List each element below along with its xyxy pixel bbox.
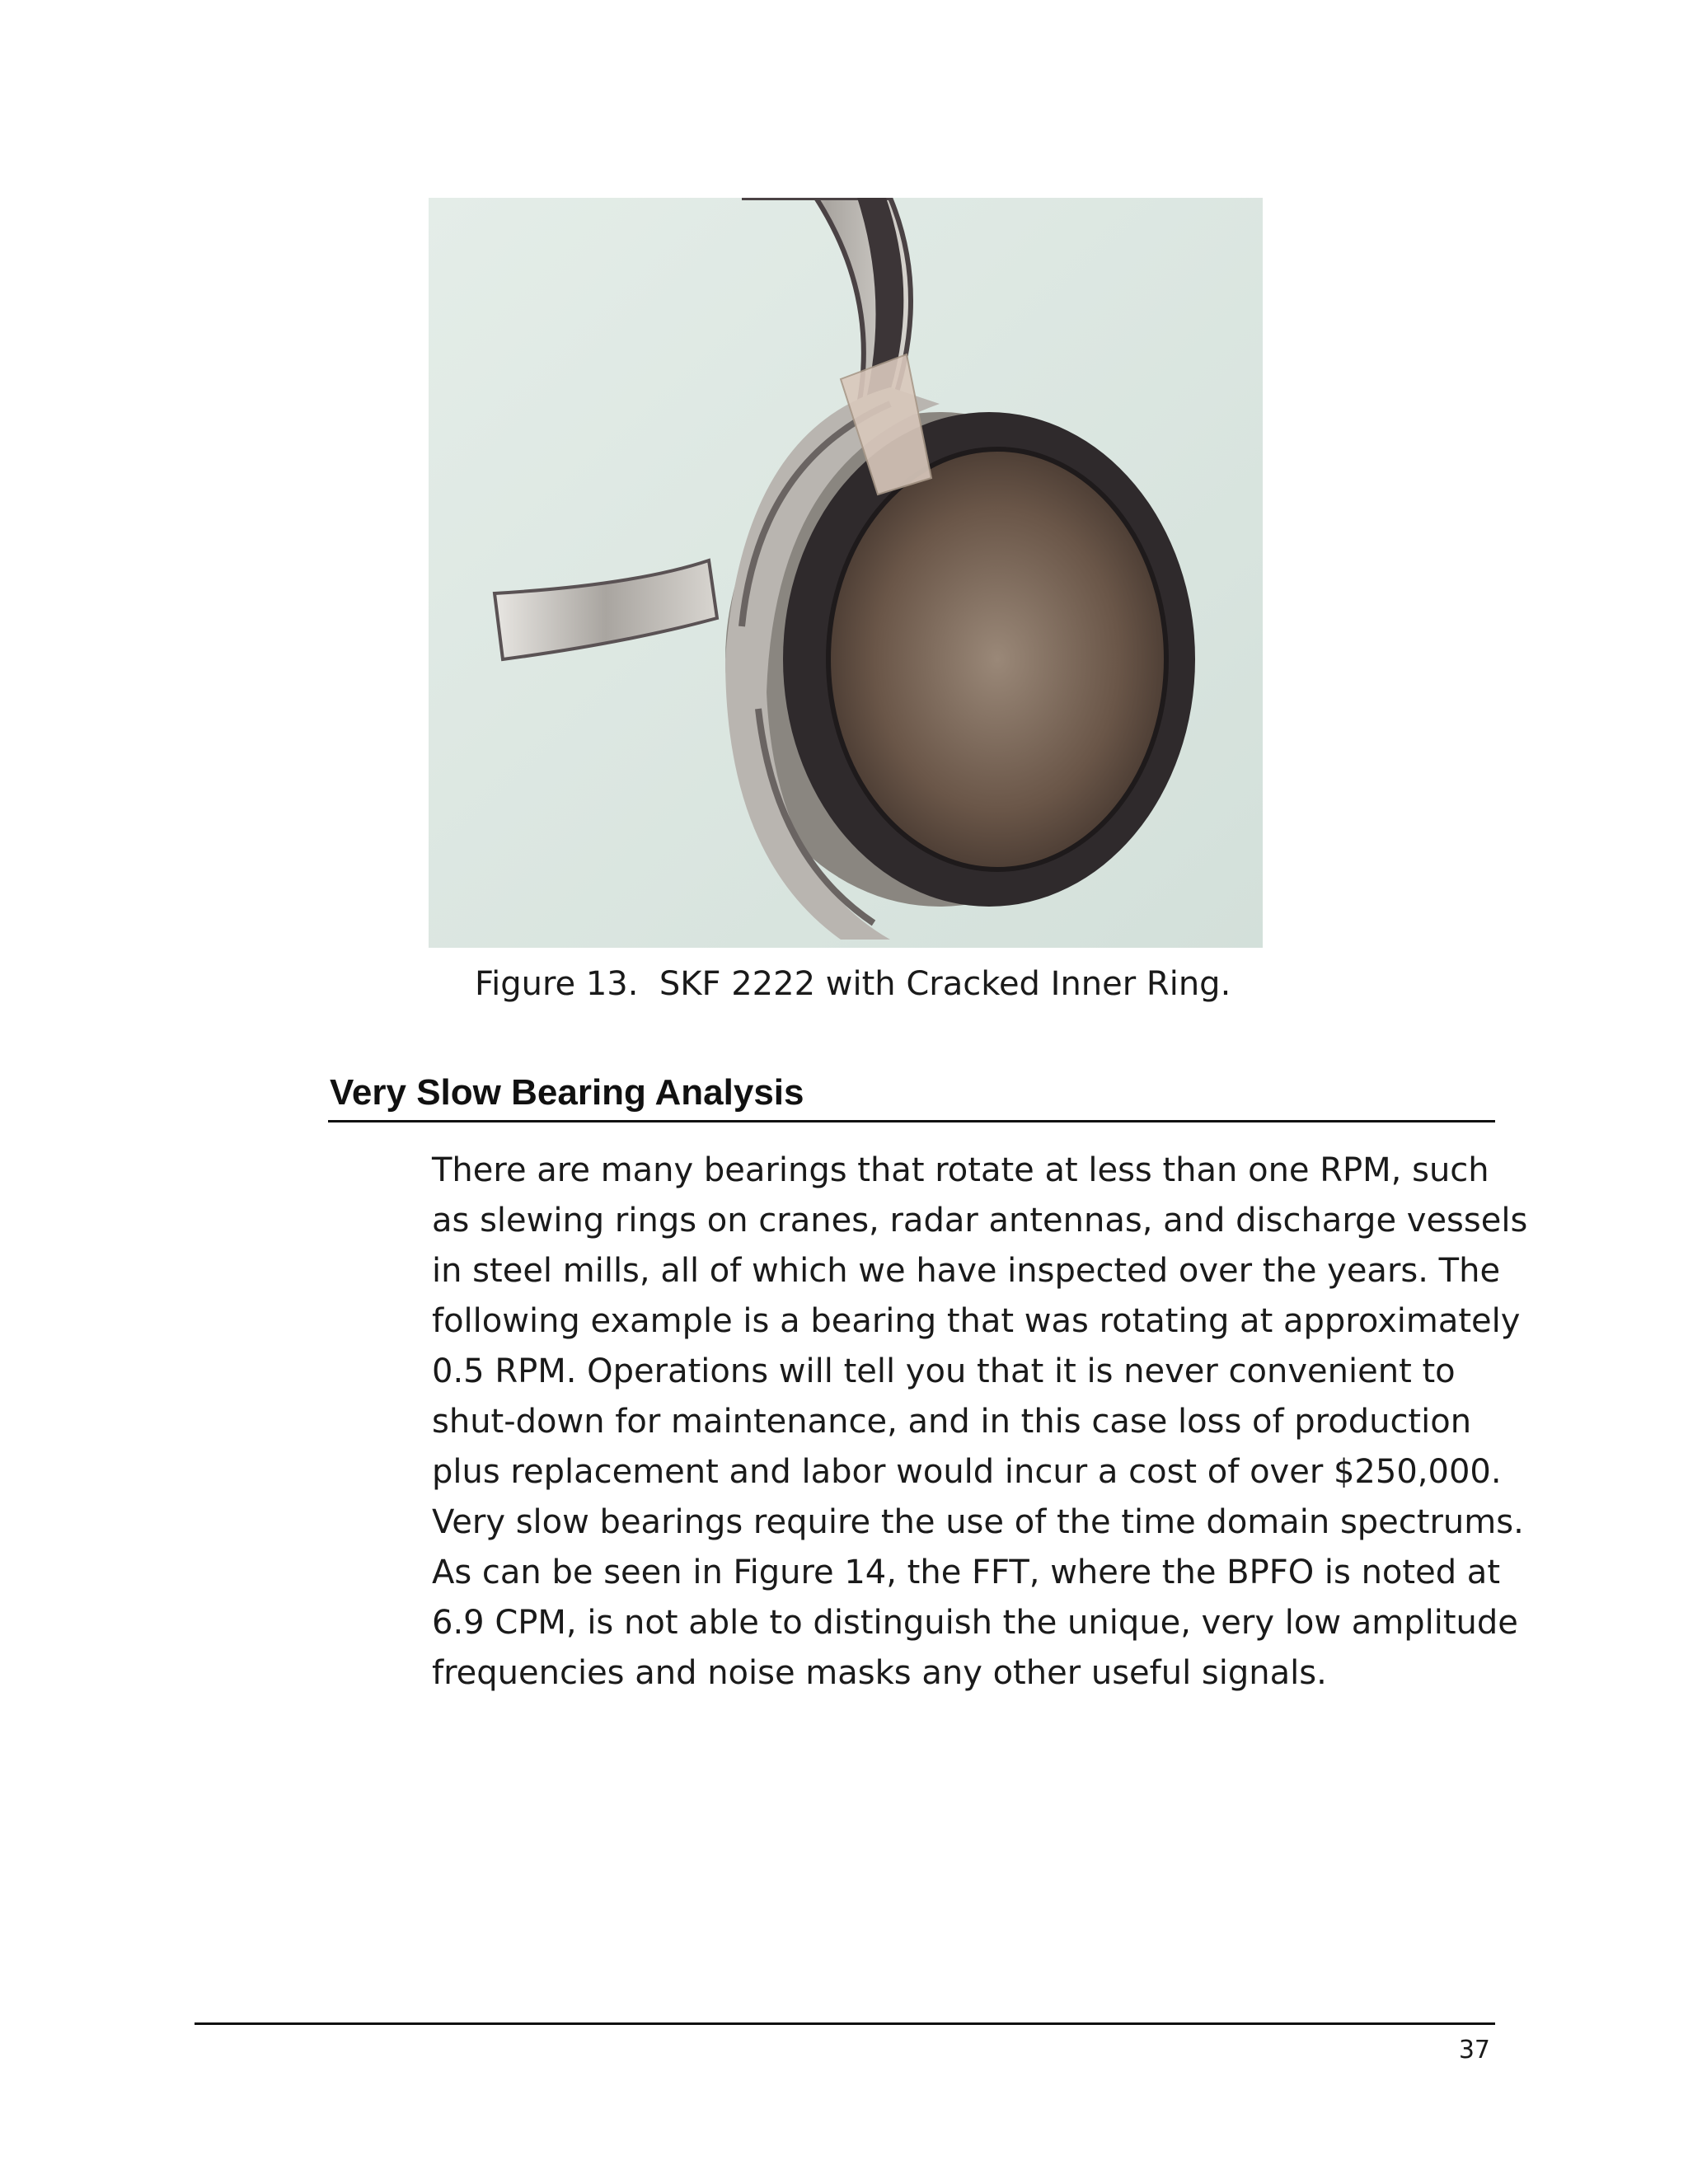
paragraph-line: There are many bearings that rotate at less than one RPM, such — [432, 1151, 1489, 1189]
paragraph-line: shut-down for maintenance, and in this case loss of production — [432, 1403, 1472, 1441]
figure-caption: Figure 13. SKF 2222 with Cracked Inner Ring. — [475, 965, 1231, 1003]
page-number: 37 — [1458, 2036, 1490, 2064]
paragraph-line: frequencies and noise masks any other useful signals. — [432, 1654, 1327, 1692]
paragraph-line: following example is a bearing that was rotating at approximately — [432, 1302, 1521, 1340]
bearing-photo — [429, 198, 1263, 948]
footer-rule — [195, 2022, 1495, 2025]
section-heading: Very Slow Bearing Analysis — [330, 1072, 804, 1113]
paragraph-line: 6.9 CPM, is not able to distinguish the unique, very low amplitude — [432, 1604, 1518, 1642]
paragraph-line: in steel mills, all of which we have inspected over the years. The — [432, 1252, 1501, 1290]
paragraph-line: 0.5 RPM. Operations will tell you that it is never convenient to — [432, 1352, 1456, 1390]
paragraph-line: as slewing rings on cranes, radar antennas, and discharge vessels — [432, 1202, 1528, 1240]
paragraph-line: plus replacement and labor would incur a cost of over $250,000. — [432, 1453, 1502, 1491]
paragraph-line: Very slow bearings require the use of the time domain spectrums. — [432, 1503, 1524, 1541]
paragraph-line: As can be seen in Figure 14, the FFT, where the BPFO is noted at — [432, 1554, 1500, 1591]
body-paragraph — [432, 1146, 1528, 1699]
heading-underline — [328, 1120, 1495, 1122]
